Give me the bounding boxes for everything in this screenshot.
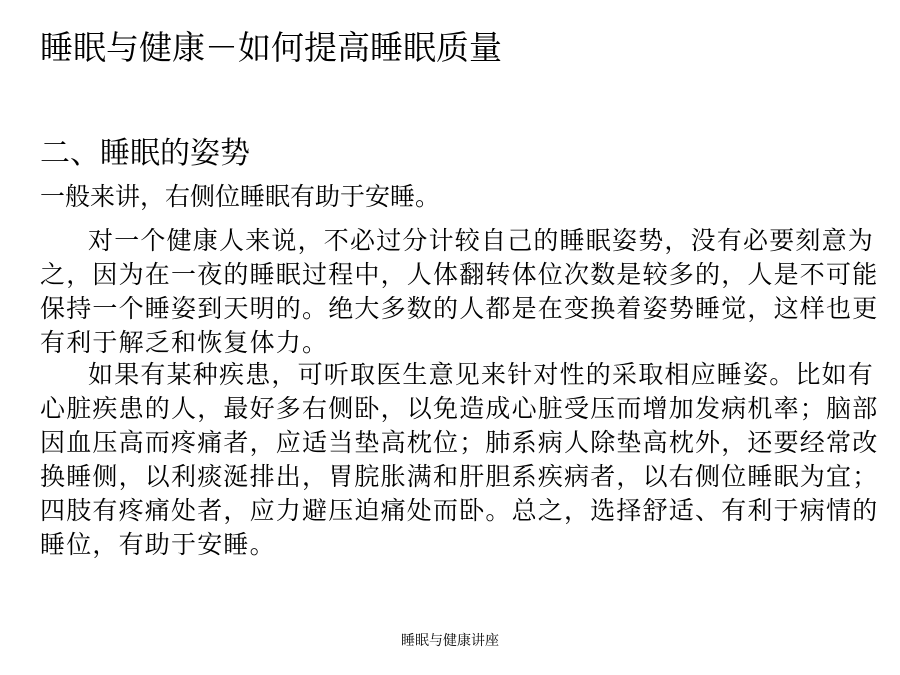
slide-title: 睡眠与健康－如何提高睡眠质量	[40, 28, 502, 67]
body-paragraph: 对一个健康人来说，不必过分计较自己的睡眠姿势，没有必要刻意为之，因为在一夜的睡眠过程中，人体翻转体位次数是较多的，人是不可能保持一个睡姿到天明的。绝大多数的人都是在变换着姿势睡觉，这样也更有利于解乏和恢复体力。	[40, 226, 879, 357]
body-paragraph: 如果有某种疾患，可听取医生意见来针对性的采取相应睡姿。比如有心脏疾患的人，最好多右侧卧，以免造成心脏受压而增加发病机率；脑部因血压高而疼痛者，应适当垫高枕位；肺系病人除垫高枕外，还要经常改换睡侧，以利痰涎排出，胃脘胀满和肝胆系疾病者，以右侧位睡眠为宜；四肢有疼痛处者，应力避压迫痛处而卧。总之，选择舒适、有利于病情的睡位，有助于安睡。	[40, 360, 879, 559]
slide-footer: 睡眠与健康讲座	[401, 633, 499, 649]
lead-sentence: 一般来讲，右侧位睡眠有助于安睡。	[40, 182, 441, 211]
section-heading: 二、睡眠的姿势	[40, 136, 250, 171]
